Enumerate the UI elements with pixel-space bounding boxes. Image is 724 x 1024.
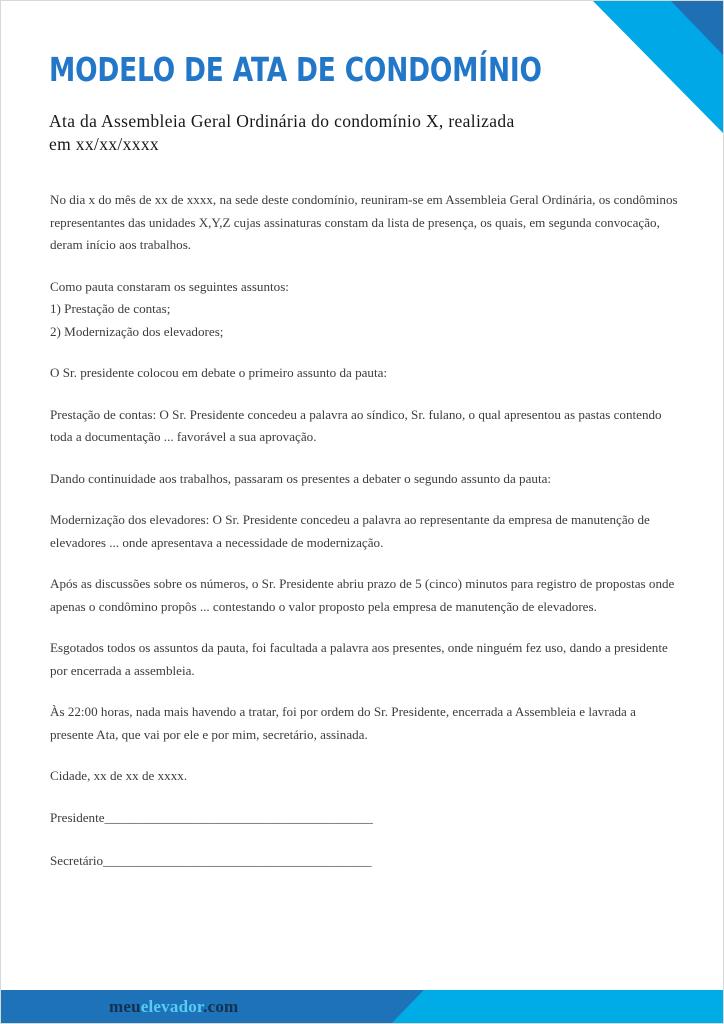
paragraph-propostas: Após as discussões sobre os números, o Sr. Presidente abriu prazo de 5 (cinco) minutos para registro de propostas onde apenas o condômino propôs ... contestando o valor proposto pela empresa de manutenção de elevadores. xyxy=(50,576,675,614)
agenda-item-2: 2) Modernização dos elevadores; xyxy=(50,323,224,339)
signature-rule-secretario: _________________________________________ xyxy=(103,853,372,869)
signature-label-presidente: Presidente xyxy=(50,809,105,825)
agenda-intro: Como pauta constaram os seguintes assuntos: xyxy=(50,278,289,294)
agenda-item-1: 1) Prestação de contas; xyxy=(50,301,171,317)
document-body xyxy=(50,189,678,894)
logo-text-com: .com xyxy=(203,996,239,1016)
document-header xyxy=(49,50,675,157)
site-logo[interactable] xyxy=(109,997,238,1017)
paragraph-encerramento-assembleia: Às 22:00 horas, nada mais havendo a tratar, foi por ordem do Sr. Presidente, encerrada a Assembleia e lavrada a presente Ata, que vai por ele e por mim, secretário, assinada. xyxy=(50,704,636,742)
paragraph-local-data: Cidade, xx de xx de xxxx. xyxy=(50,768,188,784)
document-subtitle: Ata da Assembleia Geral Ordinária do condomínio X, realizada em xx/xx/xxxx xyxy=(49,110,515,155)
paragraph-encerramento-pauta: Esgotados todos os assuntos da pauta, foi facultada a palavra aos presentes, onde ninguém fez uso, dando a presidente por encerrada a assembleia. xyxy=(50,640,668,678)
paragraph-first-topic-intro: O Sr. presidente colocou em debate o primeiro assunto da pauta: xyxy=(50,365,388,381)
dark-blue-diagonal-band xyxy=(671,1,723,55)
signature-label-secretario: Secretário xyxy=(50,853,104,869)
agenda-block xyxy=(50,276,678,344)
paragraph-opening: No dia x do mês de xx de xxxx, na sede deste condomínio, reuniram-se em Assembleia Geral Ordinária, os condôminos representantes das unidades X,Y,Z cujas assinaturas constam da lista de presença, os quais, em segunda convocação, deram início aos trabalhos. xyxy=(50,192,678,253)
document-footer xyxy=(1,990,723,1023)
logo-text-elevador: elevador xyxy=(140,996,204,1016)
paragraph-second-topic-intro: Dando continuidade aos trabalhos, passaram os presentes a debater o segundo assunto da pauta: xyxy=(50,470,552,486)
signature-line-presidente xyxy=(50,807,678,830)
signature-line-secretario xyxy=(50,850,678,873)
logo-text-meu: meu xyxy=(109,996,141,1016)
page-title: MODELO DE ATA DE CONDOMÍNIO xyxy=(49,50,542,89)
paragraph-prestacao-de-contas: Prestação de contas: O Sr. Presidente concedeu a palavra ao síndico, Sr. fulano, o qual apresentou as pastas contendo toda a documentação ... favorável a sua aprovação. xyxy=(50,406,662,445)
signature-rule-presidente: _________________________________________ xyxy=(104,809,373,825)
paragraph-modernizacao-elevadores: Modernização dos elevadores: O Sr. Presidente concedeu a palavra ao representante da empresa de manutenção de elevadores ... onde apresentava a necessidade de modernização. xyxy=(50,512,650,550)
